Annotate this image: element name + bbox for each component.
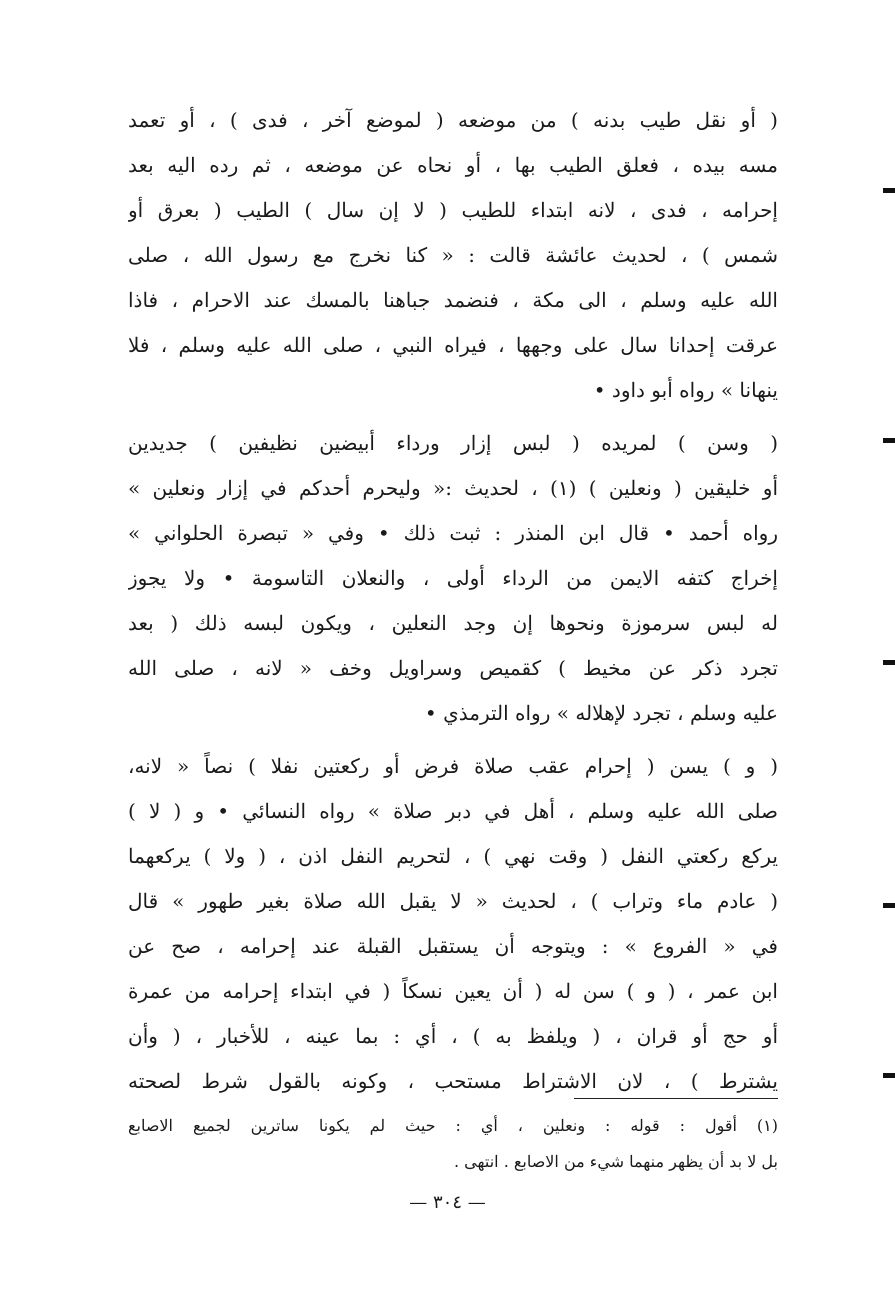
footnote-divider	[574, 1098, 778, 1099]
margin-mark	[883, 660, 895, 665]
paragraph-gap	[128, 413, 778, 421]
text-line: يركع ركعتي النفل ( وقت نهي ) ، لتحريم النفل اذن ، ( ولا ) يركعهما	[128, 844, 778, 868]
text-line: ( عادم ماء وتراب ) ، لحديث « لا يقبل الله صلاة بغير طهور » قال	[128, 889, 778, 913]
text-line: ابن عمر ، ( و ) سن له ( أن يعين نسكاً ( في ابتداء إحرامه من عمرة	[128, 979, 778, 1003]
margin-mark	[883, 1073, 895, 1078]
text-line: له لبس سرموزة ونحوها إن وجد النعلين ، ويكون لبسه ذلك ( بعد	[128, 611, 778, 635]
margin-mark	[883, 438, 895, 443]
text-line: أو حج أو قران ، ( ويلفظ به ) ، أي : بما عينه ، للأخبار ، ( وأن	[128, 1024, 778, 1048]
text-line: ( أو نقل طيب بدنه ) من موضعه ( لموضع آخر ، فدى ) ، أو تعمد	[128, 108, 778, 132]
text-line: الله عليه وسلم ، الى مكة ، فنضمد جباهنا بالمسك عند الاحرام ، فاذا	[128, 288, 778, 312]
text-line: أو خليقين ( ونعلين ) (١) ، لحديث :« وليحرم أحدكم في إزار ونعلين »	[128, 476, 778, 500]
text-line: تجرد ذكر عن مخيط ) كقميص وسراويل وخف « لانه ، صلى الله	[128, 656, 778, 680]
paragraph-2	[128, 421, 778, 736]
paragraph-gap	[128, 736, 778, 744]
text-line: رواه أحمد • قال ابن المنذر : ثبت ذلك • وفي « تبصرة الحلواني »	[128, 521, 778, 545]
text-line: صلى الله عليه وسلم ، أهل في دبر صلاة » رواه النسائي • و ( لا )	[128, 799, 778, 823]
text-line: يشترط ) ، لان الاشتراط مستحب ، وكونه بالقول شرط لصحته	[128, 1069, 778, 1093]
text-line: عليه وسلم ، تجرد لإهلاله » رواه الترمذي •	[424, 701, 778, 725]
margin-mark	[883, 903, 895, 908]
text-line: ( و ) يسن ( إحرام عقب صلاة فرض أو ركعتين نفلا ) نصاً « لانه،	[128, 754, 778, 778]
page-number: — ٣٠٤ —	[409, 1192, 486, 1213]
text-line: مسه بيده ، فعلق الطيب بها ، أو نحاه عن موضعه ، ثم رده اليه بعد	[128, 153, 778, 177]
text-line: عرقت إحدانا سال على وجهها ، فيراه النبي ، صلى الله عليه وسلم ، فلا	[128, 333, 778, 357]
text-line: ينهانا » رواه أبو داود •	[593, 378, 778, 402]
footnote-line: (١) أقول : قوله : ونعلين ، أي : حيث لم يكونا ساترين لجميع الاصابع	[128, 1116, 778, 1135]
footnote-line: بل لا بد أن يظهر منهما شيء من الاصابع . انتهى .	[454, 1152, 778, 1171]
text-line: إخراج كتفه الايمن من الرداء أولى ، والنعلان التاسومة • ولا يجوز	[128, 566, 778, 590]
paragraph-1	[128, 98, 778, 413]
main-text	[128, 98, 778, 1104]
text-line: إحرامه ، فدى ، لانه ابتداء للطيب ( لا إن سال ) الطيب ( بعرق أو	[128, 198, 778, 222]
paragraph-3	[128, 744, 778, 1104]
footnote	[128, 1108, 778, 1180]
text-line: في « الفروع » : ويتوجه أن يستقبل القبلة عند إحرامه ، صح عن	[128, 934, 778, 958]
text-line: شمس ) ، لحديث عائشة قالت : « كنا نخرج مع رسول الله ، صلى	[128, 243, 778, 267]
text-line: ( وسن ) لمريده ( لبس إزار ورداء أبيضين نظيفين ) جديدين	[128, 431, 778, 455]
margin-mark	[883, 188, 895, 193]
